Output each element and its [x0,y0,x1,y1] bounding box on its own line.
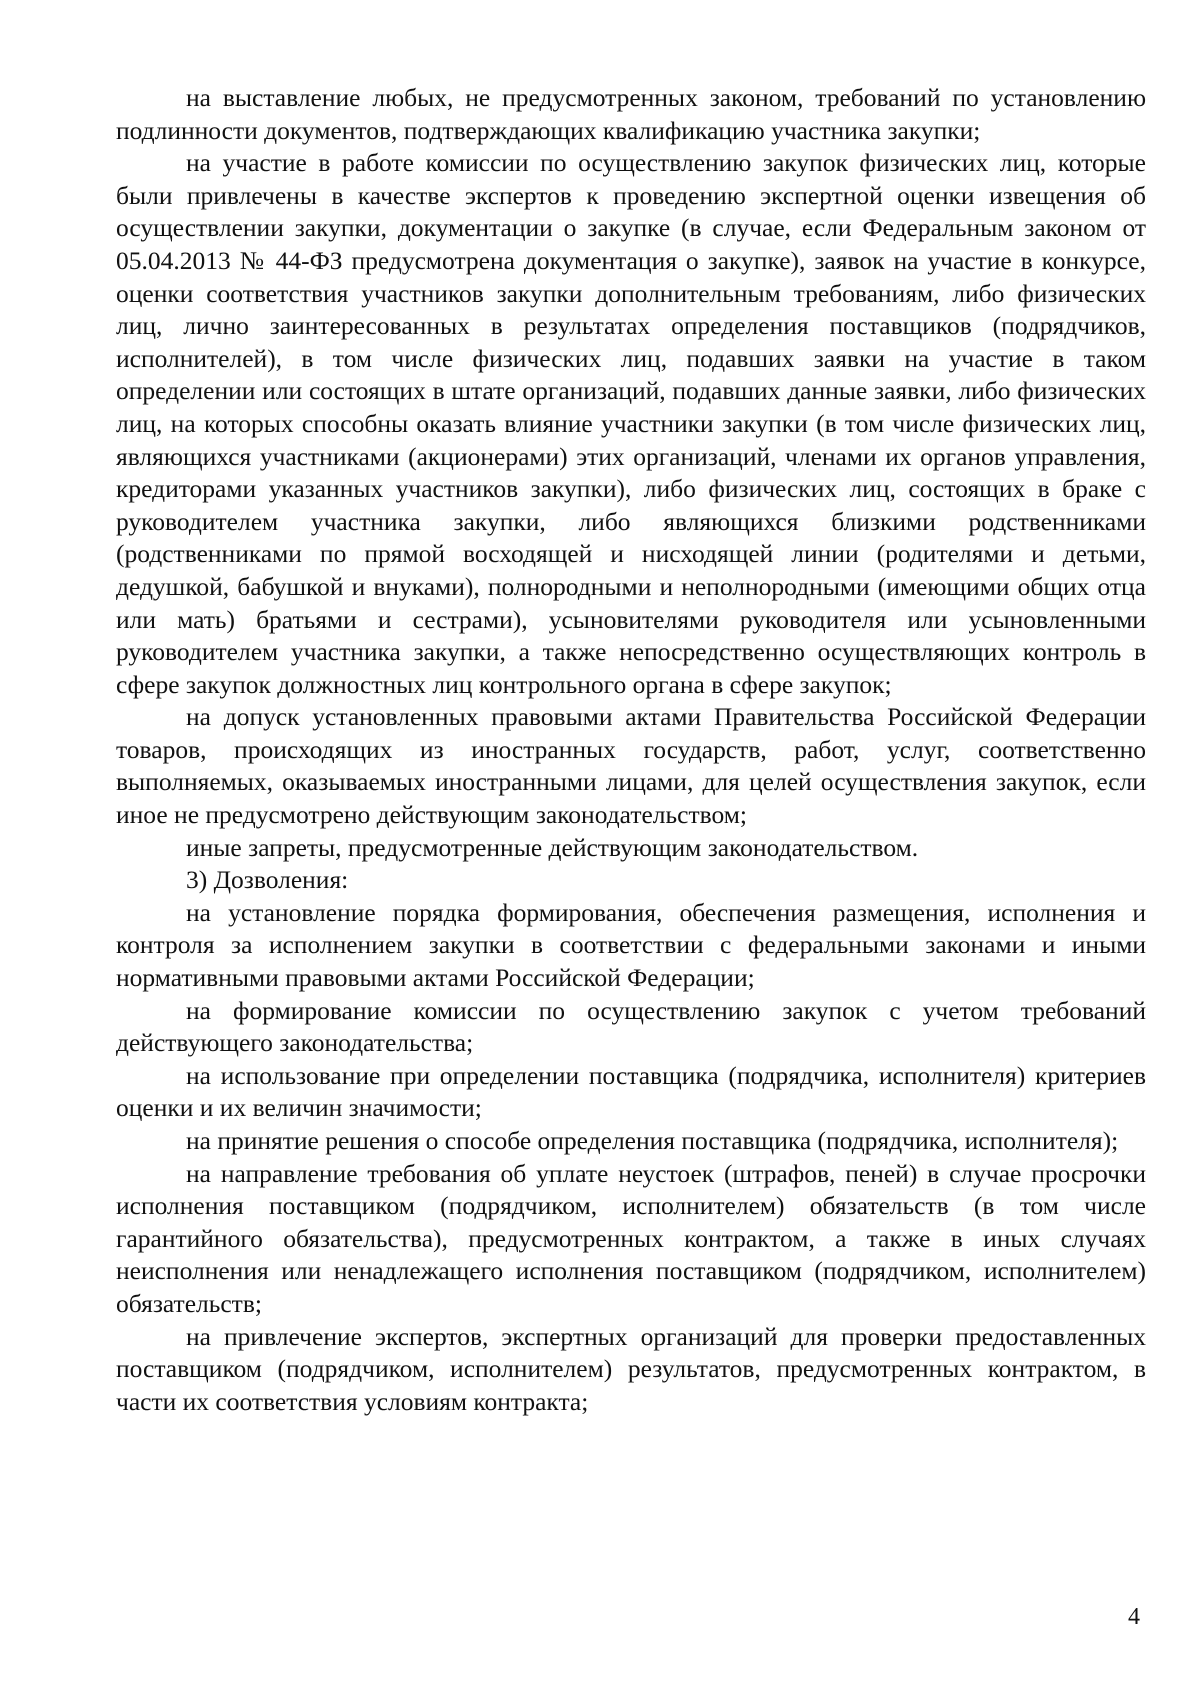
paragraph: на выставление любых, не предусмотренных законом, требований по установлению подлинности документов, подтверждающих квалификацию участника закупки; [116,83,1146,145]
paragraph: на принятие решения о способе определения поставщика (подрядчика, исполнителя); [186,1126,1119,1155]
paragraph: на допуск установленных правовыми актами Правительства Российской Федерации товаров, происходящих из иностранных государств, работ, услуг, соответственно выполняемых, оказываемых иностранными лицами, для целей осуществления закупок, если иное не предусмотрено действующим законодательством; [116,702,1146,830]
paragraph: на установление порядка формирования, обеспечения размещения, исполнения и контроля за исполнением закупки в соответствии с федеральными законами и иными нормативными правовыми актами Российской Федерации; [116,897,1146,993]
paragraph: иные запреты, предусмотренные действующим законодательством. [186,832,919,862]
document-body [116,82,1146,1418]
paragraph: на формирование комиссии по осуществлению закупок с учетом требований действующего законодательства; [116,995,1146,1058]
page-number: 4 [1128,1604,1140,1630]
paragraph: на направление требования об уплате неустоек (штрафов, пеней) в случае просрочки исполнения поставщиком (подрядчиком, исполнителем) обязательств (в том числе гарантийного обязательства), предусмотренных контрактом, а также в иных случаях неисполнения или ненадлежащего исполнения поставщиком (подрядчиком, исполнителем) обязательств; [116,1158,1146,1318]
paragraph: на привлечение экспертов, экспертных организаций для проверки предоставленных поставщиком (подрядчиком, исполнителем) результатов, предусмотренных контрактом, в части их соответствия условиям контракта; [116,1321,1146,1416]
paragraph: на использование при определении поставщика (подрядчика, исполнителя) критериев оценки и их величин значимости; [116,1060,1146,1123]
paragraph: на участие в работе комиссии по осуществлению закупок физических лиц, которые были привлечены в качестве экспертов к проведению экспертной оценки извещения об осуществлении закупки, документации о закупке (в случае, если Федеральным законом от 05.04.2013 № 44-ФЗ предусмотрена документация о закупке), заявок на участие в конкурсе, оценки соответствия участников закупки дополнительным требованиям, либо физических лиц, лично заинтересованных в результатах определения поставщиков (подрядчиков, исполнителей), в том числе физических лиц, подавших заявки на участие в таком определении или состоящих в штате организаций, подавших данные заявки, либо физических лиц, на которых способны оказать влияние участники закупки (в том числе физических лиц, являющихся участниками (акционерами) этих организаций, членами их органов управления, кредиторами указанных участников закупки), либо физических лиц, состоящих в браке с руководителем участника закупки, либо являющихся близкими родственниками (родственниками по прямой восходящей и нисходящей линии (родителями и детьми, дедушкой, бабушкой и внуками), полнородными и неполнородными (имеющими общих отца или мать) братьями и сестрами), усыновителями руководителя или усыновленными руководителем участника закупки, а также непосредственно осуществляющих контроль в сфере закупок должностных лиц контрольного органа в сфере закупок; [116,148,1146,699]
section-heading: 3) Дозволения: [186,865,349,895]
